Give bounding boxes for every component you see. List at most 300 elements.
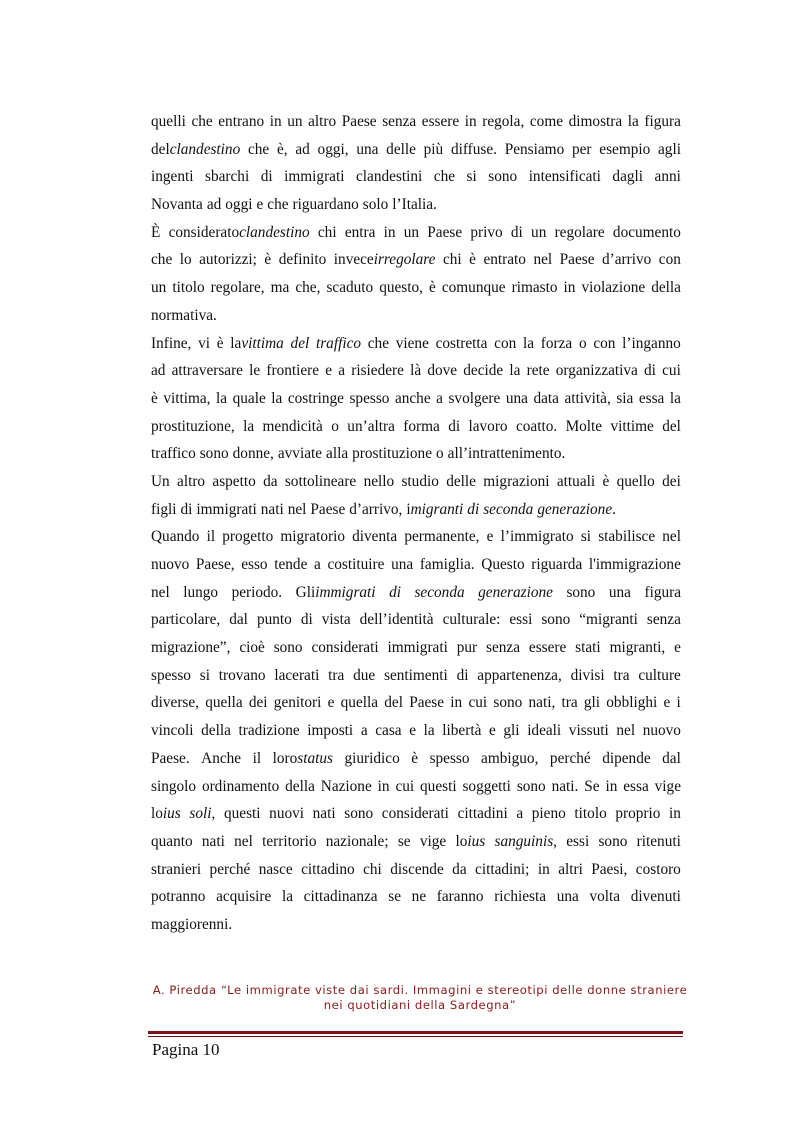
word: obblighi <box>606 694 658 712</box>
word: che, <box>295 279 321 297</box>
word: immigrati <box>387 639 448 657</box>
word: costretta <box>435 334 488 352</box>
word: l’immigrato <box>500 528 574 546</box>
word: scaduto <box>326 279 374 297</box>
word: essa <box>638 389 665 407</box>
word: prostituzione <box>352 445 432 463</box>
word: stranieri <box>151 860 202 878</box>
word: Novanta <box>151 196 203 214</box>
word: imposti <box>307 722 354 740</box>
word: lo <box>179 251 192 269</box>
word: organizzativa <box>555 362 638 380</box>
word: ambiguo, <box>481 749 539 767</box>
word: Un <box>151 472 170 490</box>
word: con <box>658 251 681 269</box>
footer-rule-thin <box>148 1036 683 1037</box>
word: Paese <box>341 113 377 130</box>
word: ma <box>270 279 290 297</box>
word: entrano <box>218 113 265 130</box>
text-line <box>151 219 681 247</box>
word: agli <box>658 140 681 158</box>
word: si <box>466 168 477 186</box>
word: gli <box>583 694 601 712</box>
word: anni <box>654 168 681 186</box>
word: singolo <box>151 777 197 795</box>
word: là <box>410 362 422 380</box>
word: cioè <box>239 639 265 657</box>
word: in <box>537 860 550 878</box>
word: essere <box>421 113 460 130</box>
word: nati <box>201 832 225 850</box>
word: e <box>674 639 681 657</box>
word: altri <box>558 860 583 878</box>
word: nati, <box>528 694 556 712</box>
word: nel <box>287 500 307 518</box>
word: di <box>260 168 273 186</box>
word: costoro <box>635 860 681 878</box>
word: e <box>325 362 333 380</box>
word: soggetti <box>462 777 511 795</box>
word: della <box>651 279 681 297</box>
word: di <box>300 611 313 629</box>
word: violazione <box>581 279 646 297</box>
word: cui <box>662 362 681 380</box>
word: e <box>256 196 264 214</box>
word: cui <box>468 694 488 712</box>
word: nuovo <box>642 722 681 740</box>
word: sono <box>199 445 229 463</box>
word: quanto <box>151 832 193 850</box>
word: aspetto <box>212 472 256 490</box>
word: loius <box>151 805 181 823</box>
text-line <box>151 496 681 524</box>
word: pieno <box>531 805 566 823</box>
word: spesso <box>151 666 191 684</box>
word: regolare <box>554 223 605 241</box>
word: divenuti <box>630 888 681 906</box>
word: dagli <box>612 168 644 186</box>
word: lavoro <box>468 417 508 435</box>
word: È <box>151 223 161 241</box>
word: riguardano <box>292 196 359 214</box>
word: di <box>510 223 523 241</box>
word: e <box>486 528 494 546</box>
word: ideali <box>527 722 562 740</box>
word: nel <box>151 583 170 601</box>
word: ad <box>151 362 166 380</box>
word: stabilisce <box>598 528 656 546</box>
word: è <box>602 472 610 490</box>
word: appartenenza, <box>477 666 562 684</box>
word: data <box>533 389 559 407</box>
word: progetto <box>222 528 274 546</box>
word: in <box>605 777 618 795</box>
word: mendicità <box>262 417 323 435</box>
word: richiesta <box>494 888 547 906</box>
word: essi <box>509 611 533 629</box>
word: una <box>356 140 379 158</box>
word: particolare, <box>151 611 221 629</box>
word: rete <box>526 362 550 380</box>
word: culture <box>638 666 681 684</box>
text-line <box>151 108 681 136</box>
word: della <box>285 777 315 795</box>
word: dei <box>248 694 268 712</box>
word: è <box>469 251 476 269</box>
word: la <box>627 113 639 130</box>
word: intensificati <box>528 168 601 186</box>
word: avviate <box>277 445 323 463</box>
word: Se <box>584 777 600 795</box>
word: nuovo <box>151 556 190 573</box>
word: un <box>287 113 303 130</box>
word: Infine, <box>151 334 192 352</box>
footer-title-line-2: nei quotidiani della Sardegna” <box>323 998 517 1012</box>
text-line <box>151 800 681 828</box>
word: generazione <box>478 583 553 601</box>
word: ordinamento <box>201 777 280 795</box>
word: la <box>509 362 521 380</box>
word: ne <box>411 888 427 906</box>
word: sono <box>344 805 374 823</box>
word: gli <box>503 722 520 740</box>
word: questi <box>420 777 457 795</box>
word: Quando <box>151 528 200 546</box>
word: frontiere <box>266 362 320 380</box>
word: è <box>264 251 272 269</box>
word: soli, <box>189 805 216 823</box>
word: nasce <box>258 860 293 878</box>
word: inveceirregolare <box>333 251 436 269</box>
word: vista <box>321 611 351 629</box>
text-line <box>151 246 681 274</box>
word: nel <box>662 528 681 546</box>
word: un <box>403 223 420 241</box>
word: imigranti <box>406 500 464 518</box>
word: o <box>331 417 339 435</box>
word: autorizzi; <box>199 251 257 269</box>
word: nuovi <box>269 805 305 823</box>
word: vissuti <box>568 722 609 740</box>
word: nel <box>234 832 253 850</box>
word: diverse, <box>151 694 199 712</box>
word: decide <box>463 362 504 380</box>
word: da <box>452 860 467 878</box>
text-line <box>151 856 681 884</box>
word: e <box>409 722 416 740</box>
word: Questo <box>481 556 525 573</box>
word: sentimenti <box>384 666 448 684</box>
word: famiglia. <box>419 556 475 573</box>
word: dal <box>662 749 681 767</box>
word: o <box>578 334 587 352</box>
text-line <box>151 302 681 330</box>
word: ad <box>295 140 310 158</box>
word: quella <box>205 694 243 712</box>
word: a <box>338 362 346 380</box>
word: Gliimmigrati <box>295 583 376 601</box>
word: che <box>433 168 456 186</box>
word: traffico <box>315 334 362 352</box>
word: volta <box>589 888 621 906</box>
word: in <box>450 694 463 712</box>
word: nati. <box>551 777 579 795</box>
word: è <box>151 389 158 407</box>
word: all’intrattenimento. <box>447 445 566 463</box>
word: in <box>377 777 390 795</box>
word: titolo <box>172 279 205 297</box>
word: delle <box>446 472 476 490</box>
word: forma <box>403 417 440 435</box>
word: la <box>216 389 228 407</box>
word: senza <box>486 639 521 657</box>
word: dal <box>229 611 248 629</box>
word: una <box>505 389 528 407</box>
word: culturale: <box>442 611 501 629</box>
word: nati <box>260 500 284 518</box>
word: chi <box>363 860 382 878</box>
text-line <box>151 191 681 219</box>
word: ingenti <box>151 168 194 186</box>
word: il <box>206 528 216 546</box>
footer-rule-thick <box>148 1031 683 1034</box>
word: loius <box>455 832 486 850</box>
word: vige <box>654 777 681 795</box>
text-line <box>151 413 681 441</box>
word: immigrati <box>196 500 257 518</box>
word: Paese <box>559 251 595 269</box>
text-line <box>151 634 681 662</box>
word: vittima, <box>163 389 211 407</box>
text-line <box>151 136 681 164</box>
word: dei <box>662 472 681 490</box>
word: entrato <box>483 251 526 269</box>
word: di <box>448 417 461 435</box>
word: se <box>388 888 401 906</box>
word: la <box>523 334 535 352</box>
word: di <box>644 362 656 380</box>
word: in <box>383 223 396 241</box>
word: Paese <box>310 500 346 518</box>
word: traffico <box>151 445 196 463</box>
word: privo <box>470 223 503 241</box>
word: viene <box>395 334 429 352</box>
word: quello <box>616 472 655 490</box>
word: genitori <box>273 694 322 712</box>
text-line <box>151 662 681 690</box>
word: del <box>384 694 403 712</box>
word: da <box>263 472 278 490</box>
word: quelli <box>151 113 186 130</box>
word: regolare, <box>210 279 265 297</box>
word: di <box>456 666 469 684</box>
word: un’altra <box>347 417 395 435</box>
word: che <box>267 196 289 214</box>
text-line <box>151 468 681 496</box>
word: di <box>467 500 480 518</box>
word: sono <box>493 694 523 712</box>
word: essi <box>566 832 590 850</box>
word: generazione. <box>537 500 616 518</box>
word: ritenuti <box>636 832 681 850</box>
word: rimasto <box>511 279 558 297</box>
word: con <box>494 334 517 352</box>
word: la <box>271 389 283 407</box>
word: le <box>249 362 261 380</box>
word: lavittima <box>230 334 284 352</box>
word: è <box>429 279 436 297</box>
word: chi <box>442 251 462 269</box>
word: regola, <box>482 113 525 130</box>
word: pur <box>456 639 478 657</box>
word: delclandestino <box>151 140 241 158</box>
body-text <box>151 108 681 939</box>
word: l'immigrazione <box>588 556 681 573</box>
word: si <box>580 528 592 546</box>
word: sanguinis, <box>494 832 557 850</box>
word: che <box>151 251 173 269</box>
word: cittadino <box>301 860 355 878</box>
word: oggi, <box>317 140 349 158</box>
word: o <box>436 445 444 463</box>
word: anche <box>394 389 431 407</box>
word: spesso <box>429 749 470 767</box>
word: faranno <box>436 888 484 906</box>
word: essa <box>623 777 649 795</box>
text-line <box>151 579 681 607</box>
word: sono <box>516 777 546 795</box>
word: di <box>389 583 401 601</box>
word: risiedere <box>351 362 404 380</box>
word: migrazioni <box>483 472 550 490</box>
word: comunque <box>441 279 506 297</box>
word: clandestini <box>356 168 423 186</box>
text-line <box>151 745 681 773</box>
word: giuridico <box>344 749 400 767</box>
word: figura <box>644 583 681 601</box>
word: attuali <box>556 472 596 490</box>
word: periodo. <box>231 583 283 601</box>
word: vi <box>198 334 210 352</box>
text-line <box>151 551 681 579</box>
word: permanente, <box>404 528 480 546</box>
text-line <box>151 357 681 385</box>
word: studio <box>401 472 439 490</box>
word: l’inganno <box>622 334 681 352</box>
word: diventa <box>352 528 398 546</box>
word: del <box>662 417 681 435</box>
word: migranti, <box>609 639 666 657</box>
word: Paese. <box>151 749 190 767</box>
word: senza <box>382 113 417 130</box>
word: in <box>269 113 282 130</box>
word: che <box>367 334 389 352</box>
word: di <box>180 500 193 518</box>
text-line <box>151 385 681 413</box>
word: la <box>281 888 293 906</box>
word: oggi <box>225 196 253 214</box>
word: dove <box>427 362 458 380</box>
word: quella <box>340 694 379 712</box>
word: ad <box>206 196 222 214</box>
word: cittadinanza <box>303 888 378 906</box>
word: e <box>663 694 671 712</box>
word: tra <box>561 694 578 712</box>
word: a <box>314 556 321 573</box>
word: delle <box>386 140 416 158</box>
word: esempio <box>599 140 651 158</box>
word: in <box>563 279 576 297</box>
word: consideratoclandestino <box>168 223 310 241</box>
word: vittime <box>610 417 654 435</box>
word: la <box>423 722 435 740</box>
word: sono <box>541 611 571 629</box>
word: nel <box>533 251 553 269</box>
word: costituire <box>327 556 385 573</box>
word: seconda <box>483 500 534 518</box>
word: essere <box>528 639 567 657</box>
word: questo, <box>379 279 423 297</box>
word: Pensiamo <box>504 140 565 158</box>
word: svolgere <box>448 389 501 407</box>
text-line <box>151 330 681 358</box>
word: a <box>436 389 443 407</box>
word: donne, <box>232 445 274 463</box>
text-line <box>151 274 681 302</box>
word: esso <box>241 556 268 573</box>
word: titolo <box>574 805 607 823</box>
word: alla <box>326 445 349 463</box>
running-footer-title <box>120 983 720 1013</box>
word: e <box>327 694 335 712</box>
word: attività, <box>564 389 611 407</box>
word: una <box>608 583 631 601</box>
word: cittadini <box>457 805 508 823</box>
word: maggiorenni. <box>151 915 233 933</box>
word: se <box>397 832 411 850</box>
word: un <box>151 279 167 297</box>
word: Paese, <box>195 556 235 573</box>
word: una <box>556 888 579 906</box>
word: documento <box>612 223 681 241</box>
word: Molte <box>565 417 603 435</box>
text-line <box>151 689 681 717</box>
word: proprio <box>615 805 661 823</box>
word: tende <box>274 556 308 573</box>
word: casa <box>375 722 402 740</box>
word: nazionale; <box>325 832 389 850</box>
word: della <box>201 722 231 740</box>
word: una <box>391 556 414 573</box>
word: in <box>669 805 681 823</box>
word: con <box>593 334 616 352</box>
word: punto <box>256 611 292 629</box>
word: potranno <box>151 888 206 906</box>
word: sono <box>273 639 303 657</box>
word: si <box>199 666 210 684</box>
word: nel <box>616 722 636 740</box>
word: considerati <box>381 805 449 823</box>
word: discende <box>390 860 444 878</box>
word: cui <box>395 777 415 795</box>
footer-title-line-1: A. Piredda “Le immigrate viste dai sardi. Immagini e stereotipi delle donne straniere <box>152 983 688 997</box>
word: Nazione <box>320 777 372 795</box>
word: perché <box>549 749 591 767</box>
word: Paese <box>427 223 463 241</box>
page-number: Pagina 10 <box>152 1040 220 1059</box>
word: considerati <box>311 639 379 657</box>
text-line <box>151 828 681 856</box>
